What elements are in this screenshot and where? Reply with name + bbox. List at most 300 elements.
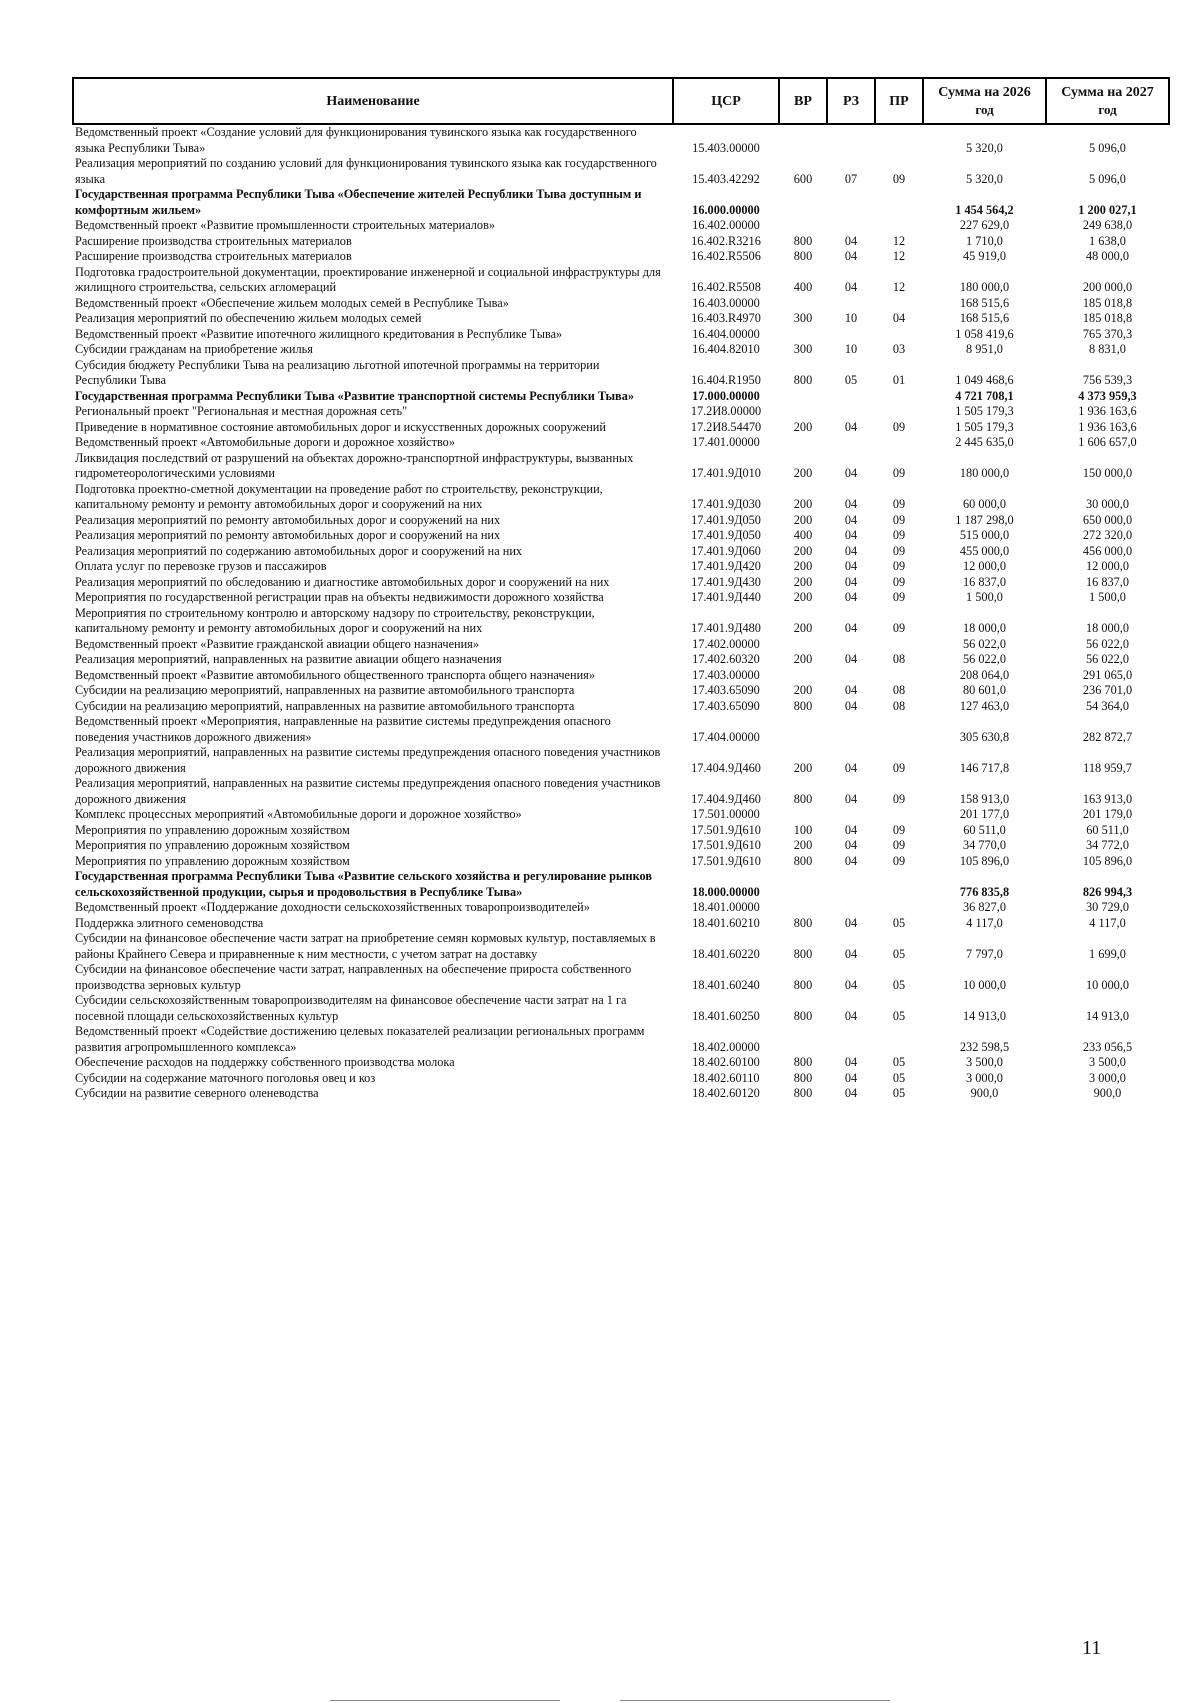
row-sum-2027: 56 022,0 — [1085, 652, 1130, 666]
row-name: Государственная программа Республики Тыва «Развитие транспортной системы Республики Тыва» — [75, 388, 634, 403]
row-pr: 09 — [892, 853, 906, 868]
row-sum-2026: 1 454 564,2 — [955, 202, 1014, 217]
row-name: Реализация мероприятий по обследованию и диагностике автомобильных дорог и сооружений на них — [75, 574, 610, 589]
row-rz: 07 — [844, 171, 858, 186]
row-vr — [779, 389, 827, 405]
row-csr: 17.404.9Д460 — [691, 791, 761, 806]
header-csr: ЦСР — [673, 78, 779, 124]
row-sum-2026: 515 000,0 — [959, 528, 1010, 542]
row-csr: 17.401.9Д420 — [691, 559, 761, 573]
table-row — [73, 296, 1169, 312]
row-sum-2026: 168 515,6 — [959, 295, 1010, 310]
row-vr — [779, 869, 827, 900]
row-sum-2027: 456 000,0 — [1082, 543, 1133, 558]
row-pr: 03 — [892, 342, 906, 356]
row-sum-2027: 1 200 027,1 — [1078, 202, 1137, 217]
table-row — [73, 358, 1169, 389]
row-sum-2026: 168 515,6 — [959, 311, 1010, 325]
row-csr: 17.401.9Д440 — [691, 590, 761, 604]
row-sum-2026: 776 835,8 — [959, 884, 1010, 899]
row-csr: 17.402.60320 — [692, 652, 760, 666]
row-csr: 17.501.00000 — [692, 807, 760, 821]
row-name: Приведение в нормативное состояние автомобильных дорог и искусственных дорожных сооружений — [75, 419, 606, 434]
table-row — [73, 342, 1169, 358]
row-csr: 17.401.9Д480 — [691, 621, 761, 635]
row-sum-2026: 45 919,0 — [962, 249, 1007, 263]
row-rz — [827, 807, 875, 823]
row-vr — [779, 296, 827, 312]
row-sum-2026: 227 629,0 — [959, 218, 1010, 232]
row-vr: 800 — [793, 1008, 813, 1023]
row-vr — [779, 1024, 827, 1055]
row-vr: 200 — [793, 543, 813, 558]
row-pr: 08 — [892, 652, 906, 666]
row-sum-2026: 180 000,0 — [959, 466, 1010, 480]
table-row — [73, 218, 1169, 234]
row-vr: 200 — [793, 466, 813, 480]
row-sum-2026: 56 022,0 — [962, 636, 1007, 651]
row-rz — [827, 327, 875, 343]
row-sum-2026: 14 913,0 — [962, 1008, 1007, 1023]
table-row — [73, 683, 1169, 699]
row-name: Реализация мероприятий по обеспечению жильем молодых семей — [75, 311, 422, 325]
table-header — [73, 78, 1169, 124]
row-pr: 12 — [892, 233, 906, 248]
row-csr: 18.000.00000 — [692, 884, 760, 899]
page-number: 11 — [1082, 1637, 1102, 1659]
table-row — [73, 1024, 1169, 1055]
row-sum-2026: 56 022,0 — [962, 652, 1007, 666]
row-sum-2027: 272 320,0 — [1082, 528, 1133, 542]
row-rz: 10 — [844, 342, 858, 356]
row-name: Оплата услуг по перевозке грузов и пассажиров — [75, 559, 327, 573]
row-csr: 17.403.00000 — [692, 667, 760, 682]
row-rz: 04 — [844, 466, 858, 480]
row-sum-2027: 10 000,0 — [1085, 977, 1130, 992]
table-row — [73, 823, 1169, 839]
row-name: Мероприятия по строительному контролю и авторскому надзору по строительству, реконструкции, капитальному ремонту и ремонту автомобильных дорог и сооружений на них — [75, 605, 595, 635]
row-csr: 17.401.9Д050 — [691, 528, 761, 542]
header-name: Наименование — [73, 78, 673, 124]
table-row — [73, 745, 1169, 776]
row-rz: 04 — [844, 1008, 858, 1023]
row-sum-2026: 10 000,0 — [962, 977, 1007, 992]
row-name: Реализация мероприятий, направленных на развитие авиации общего назначения — [75, 652, 502, 666]
row-vr: 200 — [793, 497, 813, 511]
header-sum-2026 — [923, 78, 1046, 124]
row-sum-2027: 16 837,0 — [1085, 574, 1130, 589]
row-vr: 800 — [793, 915, 813, 930]
row-sum-2026: 180 000,0 — [959, 280, 1010, 294]
row-pr — [875, 296, 923, 312]
row-pr — [875, 187, 923, 218]
scan-edge-line — [330, 1700, 560, 1701]
row-sum-2027: 900,0 — [1093, 1086, 1122, 1100]
row-name: Мероприятия по управлению дорожным хозяйством — [75, 853, 350, 868]
row-sum-2026: 4 117,0 — [966, 915, 1003, 930]
row-name: Реализация мероприятий, направленных на развитие системы предупреждения опасного поведения участников дорожного движения — [75, 745, 661, 775]
row-rz: 04 — [844, 683, 858, 697]
row-pr: 09 — [892, 512, 906, 527]
row-vr — [779, 714, 827, 745]
row-sum-2026: 105 896,0 — [959, 853, 1010, 868]
row-rz — [827, 668, 875, 684]
row-rz: 04 — [844, 528, 858, 542]
row-sum-2027: 3 500,0 — [1089, 1055, 1126, 1069]
row-rz: 04 — [844, 280, 858, 294]
table-row — [73, 869, 1169, 900]
header-rz: РЗ — [827, 78, 875, 124]
row-rz: 04 — [844, 419, 858, 434]
row-vr — [779, 327, 827, 343]
row-rz — [827, 404, 875, 420]
row-csr: 18.402.60100 — [692, 1055, 760, 1069]
row-vr — [779, 187, 827, 218]
row-name: Государственная программа Республики Тыва «Обеспечение жителей Республики Тыва доступным и комфортным жильем» — [75, 187, 642, 217]
row-name: Субсидии на реализацию мероприятий, направленных на развитие автомобильного транспорта — [75, 683, 575, 697]
row-pr: 09 — [892, 760, 906, 775]
row-vr: 600 — [793, 171, 813, 186]
header-pr: ПР — [875, 78, 923, 124]
row-sum-2027: 3 000,0 — [1089, 1070, 1126, 1085]
row-vr — [779, 124, 827, 156]
row-name: Ведомственный проект «Автомобильные дороги и дорожное хозяйство» — [75, 435, 455, 449]
row-name: Мероприятия по управлению дорожным хозяйством — [75, 822, 350, 837]
row-csr: 17.2И8.54470 — [690, 419, 762, 434]
table-row — [73, 962, 1169, 993]
row-sum-2027: 291 065,0 — [1082, 667, 1133, 682]
table-row — [73, 435, 1169, 451]
row-pr: 09 — [892, 559, 906, 573]
table-row — [73, 404, 1169, 420]
row-csr: 16.402.R5508 — [691, 280, 761, 294]
row-rz: 04 — [844, 233, 858, 248]
table-row — [73, 916, 1169, 932]
row-csr: 18.401.60240 — [692, 977, 760, 992]
budget-table — [72, 77, 1170, 1102]
row-vr: 800 — [793, 1055, 813, 1069]
row-vr: 200 — [793, 590, 813, 604]
table-body — [73, 124, 1169, 1102]
row-vr: 800 — [793, 946, 813, 961]
row-sum-2027: 4 373 959,3 — [1078, 388, 1137, 403]
row-name: Подготовка градостроительной документации, проектирование инженерной и социальной инфраструктуры для жилищного строительства, сельских агломераций — [75, 264, 661, 294]
row-pr: 05 — [892, 1055, 906, 1069]
row-sum-2026: 1 505 179,3 — [955, 404, 1014, 418]
row-name: Реализация мероприятий по ремонту автомобильных дорог и сооружений на них — [75, 528, 501, 542]
row-sum-2027: 1 936 163,6 — [1078, 404, 1137, 418]
row-name: Субсидии гражданам на приобретение жилья — [75, 342, 313, 356]
row-sum-2027: 1 699,0 — [1089, 946, 1126, 961]
row-csr: 18.402.60110 — [692, 1070, 760, 1085]
row-pr: 09 — [892, 574, 906, 589]
table-row — [73, 900, 1169, 916]
row-rz — [827, 1024, 875, 1055]
row-sum-2026: 1 058 419,6 — [955, 326, 1014, 341]
scan-edge-line — [620, 1700, 890, 1701]
table-row — [73, 482, 1169, 513]
row-csr: 18.401.00000 — [692, 900, 760, 914]
row-vr: 800 — [793, 373, 813, 387]
row-rz — [827, 389, 875, 405]
row-rz: 04 — [844, 698, 858, 713]
row-sum-2027: 163 913,0 — [1082, 791, 1133, 806]
row-vr — [779, 435, 827, 451]
row-pr: 01 — [892, 373, 906, 387]
row-csr: 16.404.R1950 — [691, 373, 761, 387]
table-row — [73, 993, 1169, 1024]
table-row — [73, 637, 1169, 653]
row-csr: 17.401.00000 — [692, 435, 760, 449]
row-sum-2027: 4 117,0 — [1089, 915, 1126, 930]
header-vr: ВР — [779, 78, 827, 124]
row-rz: 10 — [844, 311, 858, 325]
row-sum-2027: 56 022,0 — [1085, 636, 1130, 651]
table-row — [73, 528, 1169, 544]
row-sum-2026: 1 710,0 — [966, 233, 1003, 248]
table-row — [73, 606, 1169, 637]
row-pr: 09 — [892, 419, 906, 434]
row-sum-2026: 127 463,0 — [959, 698, 1010, 713]
row-rz — [827, 900, 875, 916]
row-vr: 800 — [793, 977, 813, 992]
row-name: Подготовка проектно-сметной документации на проведение работ по строительству, реконструкции, капитальному ремонту и ремонту автомобильных дорог и сооружений на них — [75, 481, 603, 511]
row-sum-2027: 118 959,7 — [1083, 760, 1132, 775]
row-csr: 17.501.9Д610 — [691, 853, 761, 868]
row-sum-2027: 200 000,0 — [1082, 280, 1133, 294]
row-rz — [827, 714, 875, 745]
row-sum-2026: 18 000,0 — [962, 621, 1007, 635]
row-pr — [875, 668, 923, 684]
row-sum-2026: 1 505 179,3 — [955, 419, 1014, 434]
table-row — [73, 124, 1169, 156]
row-sum-2027: 54 364,0 — [1085, 698, 1130, 713]
table-row — [73, 311, 1169, 327]
row-pr: 09 — [892, 171, 906, 186]
row-pr — [875, 637, 923, 653]
row-sum-2026: 305 630,8 — [959, 729, 1010, 744]
row-sum-2027: 18 000,0 — [1085, 621, 1130, 635]
row-sum-2026: 146 717,8 — [959, 760, 1010, 775]
row-vr — [779, 637, 827, 653]
row-csr: 17.401.9Д010 — [691, 466, 761, 480]
row-rz: 04 — [844, 946, 858, 961]
row-sum-2027: 1 500,0 — [1089, 590, 1126, 604]
row-rz — [827, 296, 875, 312]
row-vr: 100 — [793, 822, 813, 837]
row-csr: 16.402.R5506 — [691, 249, 761, 263]
row-name: Субсидии на финансовое обеспечение части затрат, направленных на обеспечение прироста собственного производства зерновых культур — [75, 962, 632, 992]
row-pr: 05 — [892, 915, 906, 930]
row-name: Ведомственный проект «Поддержание доходности сельскохозяйственных товаропроизводителей» — [75, 900, 590, 914]
row-name: Поддержка элитного семеноводства — [75, 915, 264, 930]
row-csr: 15.403.42292 — [692, 171, 760, 186]
row-sum-2027: 12 000,0 — [1085, 559, 1130, 573]
row-vr: 200 — [793, 683, 813, 697]
row-sum-2026: 232 598,5 — [959, 1039, 1010, 1054]
row-vr: 200 — [793, 621, 813, 635]
row-pr: 04 — [892, 311, 906, 325]
row-sum-2027: 30 000,0 — [1085, 497, 1130, 511]
row-name: Субсидии на финансовое обеспечение части затрат на приобретение семян кормовых культур, поставляемых в районы Крайнего Севера и приравненные к ним местности, с учетом затрат на доставку — [75, 931, 656, 961]
row-rz — [827, 637, 875, 653]
row-csr: 16.404.00000 — [692, 326, 760, 341]
row-vr: 800 — [793, 698, 813, 713]
row-rz: 04 — [844, 915, 858, 930]
row-name: Субсидии на содержание маточного поголовья овец и коз — [75, 1070, 376, 1085]
row-name: Реализация мероприятий по содержанию автомобильных дорог и сооружений на них — [75, 543, 523, 558]
row-vr: 200 — [793, 652, 813, 666]
row-rz: 04 — [844, 497, 858, 511]
row-vr: 200 — [793, 419, 813, 434]
row-sum-2027: 185 018,8 — [1082, 295, 1133, 310]
row-vr — [779, 218, 827, 234]
row-name: Субсидии сельскохозяйственным товаропроизводителям на финансовое обеспечение части затрат на 1 га посевной площади сельскохозяйственных культур — [75, 993, 627, 1023]
row-csr: 17.401.9Д430 — [691, 574, 761, 589]
row-sum-2027: 34 772,0 — [1085, 838, 1130, 852]
table-row — [73, 714, 1169, 745]
row-sum-2026: 1 187 298,0 — [955, 512, 1014, 527]
row-rz: 04 — [844, 1055, 858, 1069]
row-pr: 05 — [892, 1070, 906, 1085]
row-sum-2027: 48 000,0 — [1085, 249, 1130, 263]
row-csr: 16.403.R4970 — [691, 311, 761, 325]
table-row — [73, 838, 1169, 854]
row-csr: 17.000.00000 — [692, 388, 760, 403]
row-sum-2026: 8 951,0 — [966, 342, 1003, 356]
row-vr: 800 — [793, 249, 813, 263]
row-name: Ведомственный проект «Создание условий для функционирования тувинского языка как государственного языка Республики Тыва» — [75, 125, 637, 155]
row-pr: 05 — [892, 946, 906, 961]
row-sum-2027: 1 936 163,6 — [1078, 419, 1137, 434]
row-name: Субсидии на развитие северного оленеводства — [75, 1086, 319, 1100]
row-pr: 09 — [892, 621, 906, 635]
row-name: Государственная программа Республики Тыва «Развитие сельского хозяйства и регулирование рынков сельскохозяйственной продукции, сырья и продовольствия в Республике Тыва» — [75, 869, 653, 899]
table-row — [73, 668, 1169, 684]
row-sum-2027: 249 638,0 — [1082, 218, 1133, 232]
row-csr: 17.404.9Д460 — [691, 760, 761, 775]
row-sum-2026: 34 770,0 — [962, 838, 1007, 852]
row-pr: 05 — [892, 1008, 906, 1023]
row-rz — [827, 218, 875, 234]
row-rz — [827, 435, 875, 451]
row-sum-2027: 756 539,3 — [1082, 373, 1133, 387]
row-sum-2026: 201 177,0 — [959, 807, 1010, 821]
row-name: Ликвидация последствий от разрушений на объектах дорожно-транспортной инфраструктуры, вызванных гидрометеорологическими условиями — [75, 450, 634, 480]
row-pr: 09 — [892, 543, 906, 558]
row-name: Мероприятия по государственной регистрации прав на объекты недвижимости дорожного хозяйства — [75, 590, 604, 604]
row-sum-2027: 233 056,5 — [1082, 1039, 1133, 1054]
row-pr — [875, 218, 923, 234]
table-row — [73, 389, 1169, 405]
table-row — [73, 265, 1169, 296]
row-rz: 04 — [844, 543, 858, 558]
row-sum-2026: 4 721 708,1 — [955, 388, 1014, 403]
row-pr: 05 — [892, 977, 906, 992]
row-name: Ведомственный проект «Обеспечение жильем молодых семей в Республике Тыва» — [75, 295, 509, 310]
row-sum-2027: 201 179,0 — [1082, 807, 1133, 821]
row-sum-2026: 455 000,0 — [959, 543, 1010, 558]
row-sum-2026: 12 000,0 — [962, 559, 1007, 573]
row-csr: 16.402.R3216 — [691, 233, 761, 248]
row-vr: 400 — [793, 528, 813, 542]
row-rz: 04 — [844, 621, 858, 635]
row-rz: 04 — [844, 838, 858, 852]
row-rz: 04 — [844, 977, 858, 992]
row-csr: 17.2И8.00000 — [690, 404, 762, 418]
row-name: Реализация мероприятий по ремонту автомобильных дорог и сооружений на них — [75, 512, 501, 527]
row-sum-2027: 5 096,0 — [1089, 171, 1126, 186]
table-row — [73, 807, 1169, 823]
row-rz: 04 — [844, 559, 858, 573]
row-sum-2026: 60 511,0 — [963, 822, 1006, 837]
row-pr: 09 — [892, 528, 906, 542]
row-pr: 09 — [892, 822, 906, 837]
row-vr — [779, 668, 827, 684]
table-row — [73, 513, 1169, 529]
row-rz: 04 — [844, 853, 858, 868]
row-name: Расширение производства строительных материалов — [75, 249, 352, 263]
row-name: Реализация мероприятий по созданию условий для функционирования тувинского языка как государственного языка — [75, 156, 657, 186]
table-row — [73, 575, 1169, 591]
row-sum-2026: 7 797,0 — [966, 946, 1003, 961]
table-row — [73, 1055, 1169, 1071]
table-row — [73, 590, 1169, 606]
row-sum-2026: 2 445 635,0 — [955, 435, 1014, 449]
row-name: Субсидии на реализацию мероприятий, направленных на развитие автомобильного транспорта — [75, 698, 575, 713]
row-rz: 05 — [844, 373, 858, 387]
table-row — [73, 854, 1169, 870]
row-pr: 08 — [892, 698, 906, 713]
table-row — [73, 327, 1169, 343]
row-vr: 200 — [793, 760, 813, 775]
row-pr: 09 — [892, 791, 906, 806]
row-pr — [875, 327, 923, 343]
row-rz — [827, 187, 875, 218]
row-vr: 800 — [793, 233, 813, 248]
row-pr — [875, 714, 923, 745]
row-rz: 04 — [844, 822, 858, 837]
row-name: Реализация мероприятий, направленных на развитие системы предупреждения опасного поведения участников дорожного движения — [75, 776, 661, 806]
row-vr: 200 — [793, 559, 813, 573]
row-rz: 04 — [844, 249, 858, 263]
row-sum-2027: 236 701,0 — [1082, 683, 1133, 697]
row-sum-2027: 5 096,0 — [1089, 140, 1126, 155]
row-sum-2027: 150 000,0 — [1082, 466, 1133, 480]
row-name: Расширение производства строительных материалов — [75, 233, 352, 248]
row-vr — [779, 900, 827, 916]
row-rz — [827, 124, 875, 156]
table-row — [73, 776, 1169, 807]
row-pr: 09 — [892, 838, 906, 852]
row-pr: 08 — [892, 683, 906, 697]
row-sum-2027: 1 606 657,0 — [1078, 435, 1137, 449]
row-sum-2026: 208 064,0 — [959, 667, 1010, 682]
row-csr: 16.000.00000 — [692, 202, 760, 217]
row-sum-2027: 826 994,3 — [1082, 884, 1133, 899]
row-pr — [875, 435, 923, 451]
row-csr: 17.403.65090 — [692, 698, 760, 713]
row-csr: 17.403.65090 — [692, 683, 760, 697]
row-sum-2026: 1 049 468,6 — [955, 373, 1014, 387]
row-sum-2027: 8 831,0 — [1089, 342, 1126, 356]
header-sum-2026-unit: год — [975, 102, 994, 117]
row-csr: 15.403.00000 — [692, 140, 760, 155]
table-row — [73, 544, 1169, 560]
table-row — [73, 652, 1169, 668]
row-name: Региональный проект "Региональная и местная дорожная сеть" — [75, 404, 408, 418]
row-sum-2027: 282 872,7 — [1082, 729, 1133, 744]
